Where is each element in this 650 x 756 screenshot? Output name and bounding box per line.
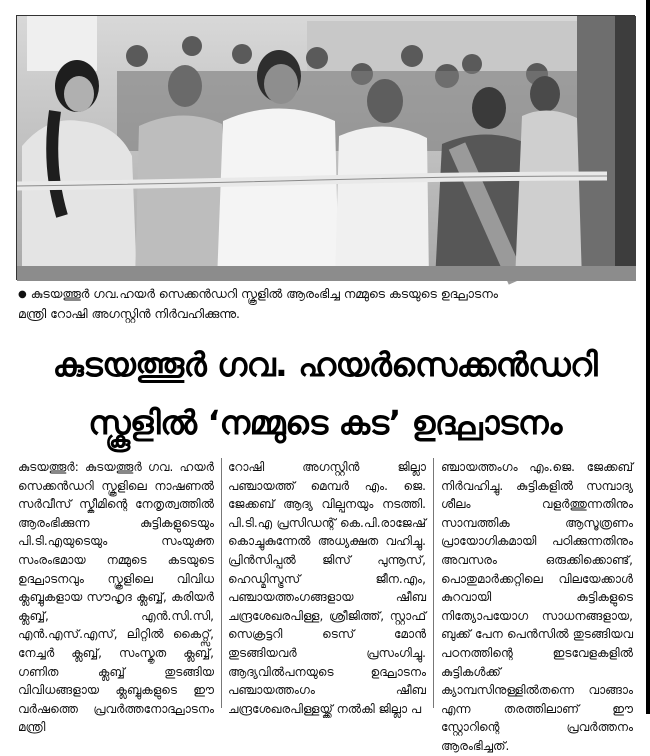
photo-ribbon-cutting-icon — [17, 16, 636, 281]
caption-line-1 — [18, 284, 633, 304]
article-column-1 — [18, 458, 214, 735]
caption-line-2: മന്ത്രി റോഷി അഗസ്റ്റിൻ നിർവഹിക്കുന്നു. — [18, 306, 240, 321]
caption-text-1: കുടയത്തൂർ ഗവ.ഹയർ സെക്കൻഡറി സ്കൂളിൽ ആരംഭിച്ച നമ്മുടെ കടയുടെ ഉദ്ഘാടനം — [30, 286, 498, 301]
article-column-3 — [441, 458, 633, 753]
column-divider — [433, 458, 434, 708]
headline-line-2: സ്കൂളിൽ ‘നമ്മുടെ കട’ ഉദ്ഘാടനം — [88, 403, 562, 442]
article-column-2 — [228, 458, 426, 716]
news-photo — [16, 15, 635, 280]
article-text-1: കുടയത്തൂർ: കുടയത്തൂർ ഗവ. ഹയർ സെക്കൻഡറി സ്കൂളിലെ നാഷണൽ സർവീസ് സ്കീമിന്റെ നേതൃത്വത്തിൽ ആരംഭിക്കുന്ന കുട്ടികളുടെയും പി.ടി.എയുടെയും സംയുക്ത സംരംഭമായ നമ്മുടെ കടയുടെ ഉദ്ഘാടനവും സ്കൂളിലെ വിവിധ ക്ലബ്ബുകളായ സൗഹൃദ ക്ലബ്ബ്, കരിയർ ക്ലബ്ബ്, എൻ.സി.സി, എൻ.എസ്.എസ്, ലിറ്റിൽ കൈറ്റ്സ്, നേച്ചർ ക്ലബ്ബ്, സംസ്കൃത ക്ലബ്ബ്, ഗണിത ക്ലബ്ബ് തുടങ്ങിയ വിവിധങ്ങളായ ക്ലബ്ബുകളുടെ ഈ വർഷത്തെ പ്രവർത്തനോദ്ഘാടനം മന്ത്രി — [18, 460, 214, 735]
headline — [14, 336, 636, 452]
column-divider — [221, 458, 222, 708]
article-text-2: റോഷി അഗസ്റ്റിൻ ജില്ലാ പഞ്ചായത്ത് മെമ്പർ എം. ജെ. ജേക്കബ് ആദ്യ വില്പനയും നടത്തി. പി.ടി.എ പ്രസിഡന്റ് കെ.പി.രാജേഷ് കൊച്ചുകുന്നേൽ അധ്യക്ഷത വഹിച്ചു. പ്രിൻസിപ്പൽ ജിസ് പുന്നൂസ്, ഹെഡ്മിസ്ട്രസ് ജീന.എം, പഞ്ചായത്തംഗങ്ങളായ ഷീബ ചന്ദ്രശേഖരപിള്ള, ശ്രീജിത്ത്, സ്റ്റാഫ് സെക്രട്ടറി ടെസ് മോൻ തുടങ്ങിയവർ പ്രസംഗിച്ചു. ആദ്യവിൽപനയുടെ ഉദ്ഘാടനം പഞ്ചായത്തംഗം ഷീബ ചന്ദ്രശേഖരപിള്ളയ്ക്ക് നൽകി ജില്ലാ പ — [228, 460, 426, 716]
photo-caption — [18, 284, 633, 323]
article-text-3: ഞ്ചായത്തംഗം എം.ജെ. ജേക്കബ് നിർവഹിച്ചു. കുട്ടികളിൽ സമ്പാദ്യ ശീലം വളർത്തുന്നതിനും സാമ്പത്തിക ആസൂത്രണം പ്രായോഗികമായി പഠിക്കുന്നതിനും അവസരം ഒരുക്കിക്കൊണ്ട്, പൊതുമാർക്കറ്റിലെ വിലയേക്കാൾ കുറവായി കുട്ടികളുടെ നിത്യോപയോഗ സാധനങ്ങളായ, ബുക്ക് പേന പെൻസിൽ തുടങ്ങിയവ പഠനത്തിന്റെ ഇടവേളകളിൽ കുട്ടികൾക്ക് ക്യാമ്പസിനുള്ളിൽതന്നെ വാങ്ങാം എന്ന തരത്തിലാണ് ഈ സ്റ്റോറിന്റെ പ്രവർത്തനം ആരംഭിച്ചത്. — [441, 460, 633, 753]
headline-line-1: കുടയത്തൂർ ഗവ. ഹയർസെക്കൻഡറി — [52, 345, 598, 384]
page-edge — [646, 0, 650, 714]
bullet-icon: ● — [18, 289, 27, 300]
